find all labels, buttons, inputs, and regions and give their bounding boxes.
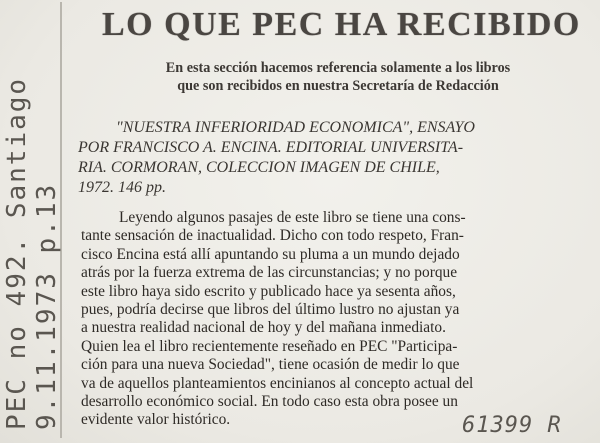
body-line: ción para una nueva Sociedad", tiene ocasión de medir lo que	[81, 356, 460, 374]
body-line: desarrollo económico social. En todo caso esta obra posee un	[81, 393, 458, 411]
section-intro	[96, 59, 580, 95]
reference-line: "NUESTRA INFERIORIDAD ECONOMICA", ENSAYO	[116, 119, 475, 136]
reference-line: 1972. 146 pp.	[78, 179, 166, 196]
body-line: Leyendo algunos pasajes de este libro se tiene una cons-	[119, 209, 466, 226]
body-line: cisco Encina está allí apuntando su pluma a un mundo dejado	[81, 245, 460, 263]
body-line: a nuestra realidad nacional de hoy y del mañana inmediato.	[81, 319, 446, 337]
handwritten-margin-date: 9.11.1973 p.13	[32, 182, 62, 430]
body-line: este libro haya sido escrito y publicado hace ya sesenta años,	[81, 282, 456, 300]
body-line: atrás por la fuerza extrema de las circunstancias; y no porque	[81, 264, 458, 282]
reference-line: POR FRANCISCO A. ENCINA. EDITORIAL UNIVERSITA-	[78, 139, 464, 156]
handwritten-margin-note: PEC no 492. Santiago	[2, 76, 32, 430]
body-line: Quien lea el libro recientemente reseñado en PEC "Participa-	[81, 337, 458, 355]
intro-line: En esta sección hacemos referencia solamente a los libros	[165, 60, 511, 76]
body-line: pues, podría decirse que libros del último lustro no ajustan ya	[81, 301, 460, 319]
body-line: va de aquellos planteamientos encinianos al concepto actual del	[81, 374, 474, 392]
book-reference	[78, 118, 586, 198]
article-title: LO QUE PEC HA RECIBIDO	[102, 6, 581, 43]
handwritten-catalog-number: 61399 R	[462, 413, 562, 438]
review-body	[81, 209, 586, 430]
intro-line: que son recibidos en nuestra Secretaría de Redacción	[177, 78, 499, 94]
reference-line: RIA. CORMORAN, COLECCION IMAGEN DE CHILE,	[78, 159, 440, 176]
body-line: tante sensación de inactualidad. Dicho con todo respeto, Fran-	[81, 227, 464, 245]
body-line: evidente valor histórico.	[81, 411, 231, 429]
